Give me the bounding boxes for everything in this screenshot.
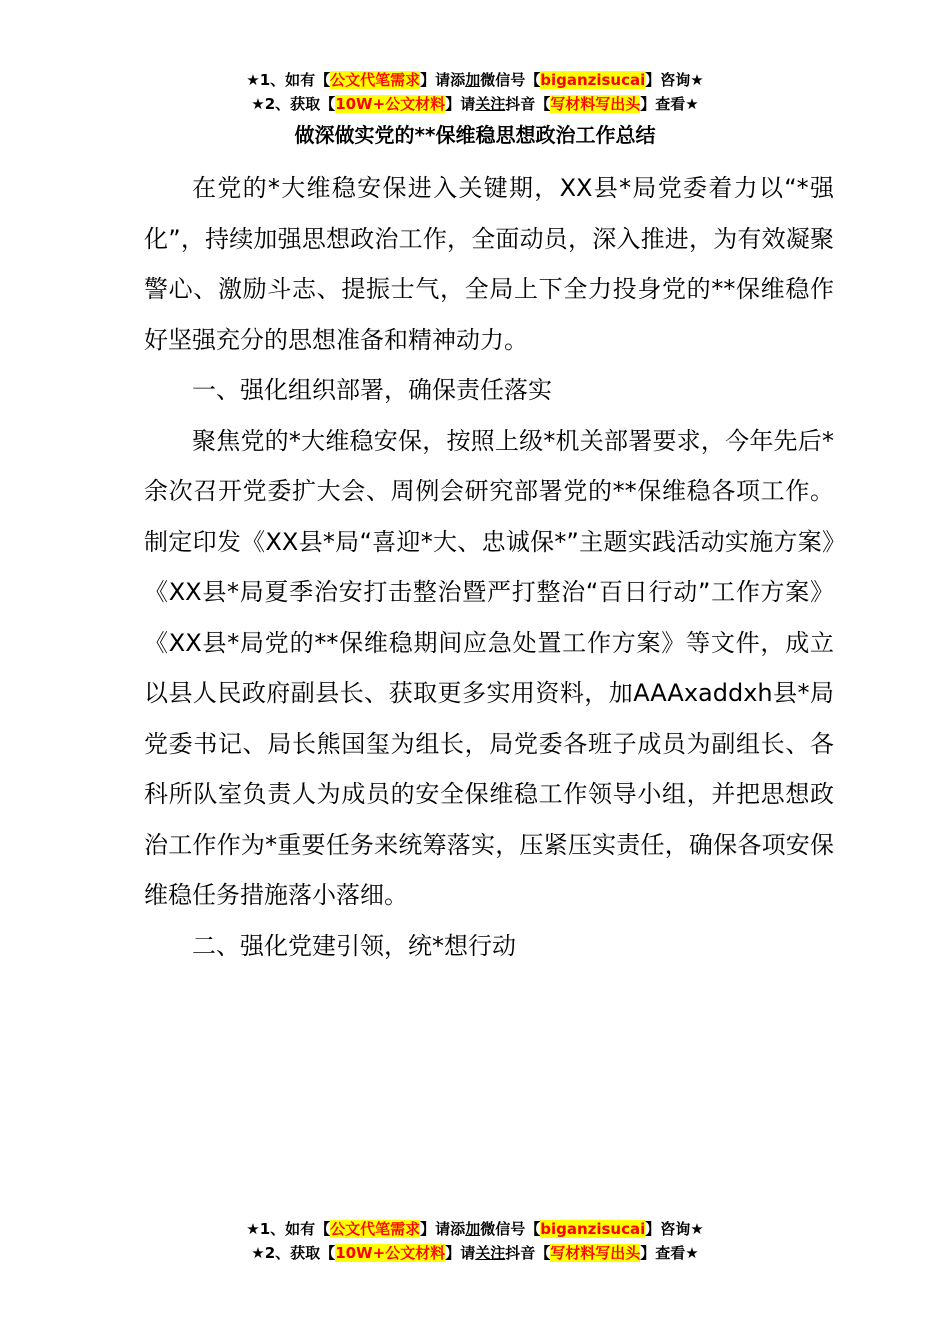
- document-body: [144, 163, 834, 971]
- highlight-douyin: 写材料写出头: [550, 1244, 641, 1262]
- document-title: 做深做实党的**保维稳思想政治工作总结: [294, 123, 656, 147]
- highlight-ghostwriting: 公文代笔需求: [330, 71, 421, 89]
- highlight-ghostwriting: 公文代笔需求: [330, 1220, 421, 1238]
- footer-banner: [0, 1217, 950, 1265]
- body-paragraph: 聚焦党的*大维稳安保，按照上级*机关部署要求，今年先后*余次召开党委扩大会、周例会研究部署党的**保维稳各项工作。制定印发《XX县*局“喜迎*大、忠诚保*”主题实践活动实施方案》《XX县*局夏季治安打击整治暨严打整治“百日行动”工作方案》《XX县*局党的**保维稳期间应急处置工作方案》等文件，成立以县人民政府副县长、获取更多实用资料，加AAAxaddxh县*局党委书记、局长熊国玺为组长，局党委各班子成员为副组长、各科所队室负责人为成员的安全保维稳工作领导小组，并把思想政治工作作为*重要任务来统筹落实，压紧压实责任，确保各项安保维稳任务措施落小落细。: [144, 426, 834, 909]
- highlight-douyin: 写材料写出头: [550, 95, 641, 113]
- highlight-materials: 10W+公文材料: [335, 1244, 446, 1262]
- banner-line-1: ★1、如有【公文代笔需求】请添加微信号【biganzisucai】咨询★: [246, 71, 704, 89]
- highlight-wechat-id: biganzisucai: [540, 1220, 646, 1238]
- highlight-wechat-id: biganzisucai: [540, 71, 646, 89]
- section-heading-1: 一、强化组织部署，确保责任落实: [192, 376, 552, 404]
- banner-line-2: ★2、获取【10W+公文材料】请关注抖音【写材料写出头】查看★: [251, 1244, 699, 1262]
- intro-paragraph: 在党的*大维稳安保进入关键期，XX县*局党委着力以“*强化”，持续加强思想政治工作，全面动员，深入推进，为有效凝聚警心、激励斗志、提振士气，全局上下全力投身党的**保维稳作好坚强充分的思想准备和精神动力。: [144, 174, 834, 354]
- header-banner: [0, 68, 950, 116]
- section-heading-2: 二、强化党建引领，统*想行动: [192, 931, 516, 960]
- highlight-materials: 10W+公文材料: [335, 95, 446, 113]
- banner-line-1: ★1、如有【公文代笔需求】请添加微信号【biganzisucai】咨询★: [246, 1220, 704, 1238]
- banner-line-2: ★2、获取【10W+公文材料】请关注抖音【写材料写出头】查看★: [251, 95, 699, 113]
